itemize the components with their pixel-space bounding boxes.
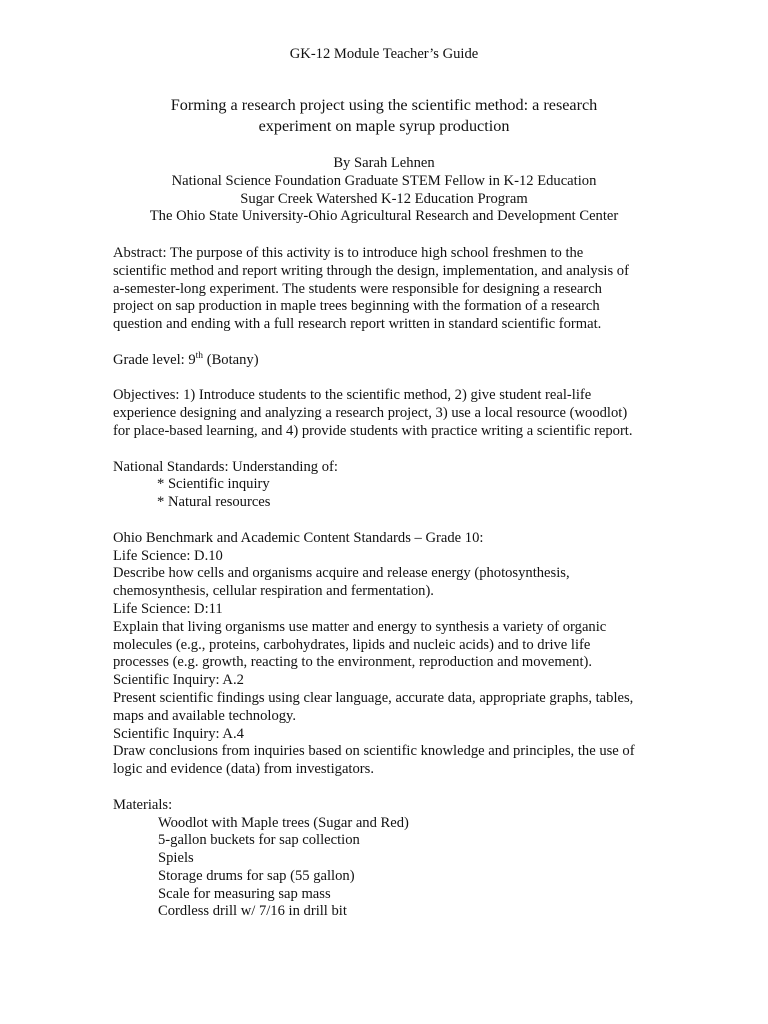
text-line: processes (e.g. growth, reacting to the environment, reproduction and movement). [113,654,593,671]
text-line: project on sap production in maple trees beginning with the formation of a research [113,298,600,315]
grade-level [113,352,653,370]
text-line: Objectives: 1) Introduce students to the scientific method, 2) give student real-life [113,387,592,404]
author-name: By Sarah Lehnen [333,155,435,171]
objectives-paragraph [113,387,653,440]
ohio-standards [113,530,653,779]
text-line: Scientific Inquiry: A.4 [113,725,244,742]
text-line: logic and evidence (data) from investigators. [113,761,374,778]
author-program: Sugar Creek Watershed K-12 Education Program [240,190,528,207]
ohio-standards-heading: Ohio Benchmark and Academic Content Standards – Grade 10: [113,529,484,546]
material-item: Woodlot with Maple trees (Sugar and Red) [158,814,409,831]
standard-item: * Scientific inquiry [157,476,270,493]
material-item: Spiels [158,850,194,867]
text-line: Life Science: D:11 [113,600,223,617]
title-line: Forming a research project using the scientific method: a research [170,96,598,114]
standard-item: * Natural resources [157,494,271,511]
text-line: a-semester-long experiment. The students were responsible for designing a research [113,280,602,297]
grade-superscript: th [195,350,204,361]
material-item: Cordless drill w/ 7/16 in drill bit [158,903,347,920]
grade-prefix: Grade level: 9 [113,351,196,368]
text-line: Life Science: D.10 [113,547,223,564]
text-line: scientific method and report writing through the design, implementation, and analysis of [113,262,629,279]
text-line: for place-based learning, and 4) provide students with practice writing a scientific report. [113,422,633,439]
text-line: question and ending with a full research report written in standard scientific format. [113,316,602,333]
national-standards-heading: National Standards: Understanding of: [113,458,338,475]
text-line: Describe how cells and organisms acquire and release energy (photosynthesis, [113,565,570,582]
text-line: Scientific Inquiry: A.2 [113,672,244,689]
text-line: experience designing and analyzing a research project, 3) use a local resource (woodlot) [113,405,628,422]
material-item: Storage drums for sap (55 gallon) [158,867,355,884]
document-title [0,95,768,137]
text-line: maps and available technology. [113,707,297,724]
text-line: Explain that living organisms use matter and energy to synthesis a variety of organic [113,618,607,635]
author-institution: The Ohio State University-Ohio Agricultural Research and Development Center [149,208,619,225]
material-item: Scale for measuring sap mass [158,885,331,902]
document-body [113,245,653,921]
author-affiliation: National Science Foundation Graduate STEM Fellow in K-12 Education [171,172,597,189]
materials-list [113,797,653,922]
text-line: molecules (e.g., proteins, carbohydrates, lipids and nucleic acids) and to drive life [113,636,591,653]
materials-heading: Materials: [113,796,173,813]
document-header: GK-12 Module Teacher’s Guide [289,46,479,62]
text-line: chemosynthesis, cellular respiration and fermentation). [113,583,434,600]
national-standards [113,459,653,512]
author-block [0,155,768,226]
text-line: Abstract: The purpose of this activity is to introduce high school freshmen to the [113,245,584,261]
grade-suffix: (Botany) [203,351,259,368]
abstract-paragraph [113,245,653,334]
text-line: Draw conclusions from inquiries based on scientific knowledge and principles, the use of [113,743,635,760]
text-line: Present scientific findings using clear language, accurate data, appropriate graphs, tables, [113,689,634,706]
material-item: 5-gallon buckets for sap collection [158,832,360,849]
title-line: experiment on maple syrup production [258,117,510,135]
